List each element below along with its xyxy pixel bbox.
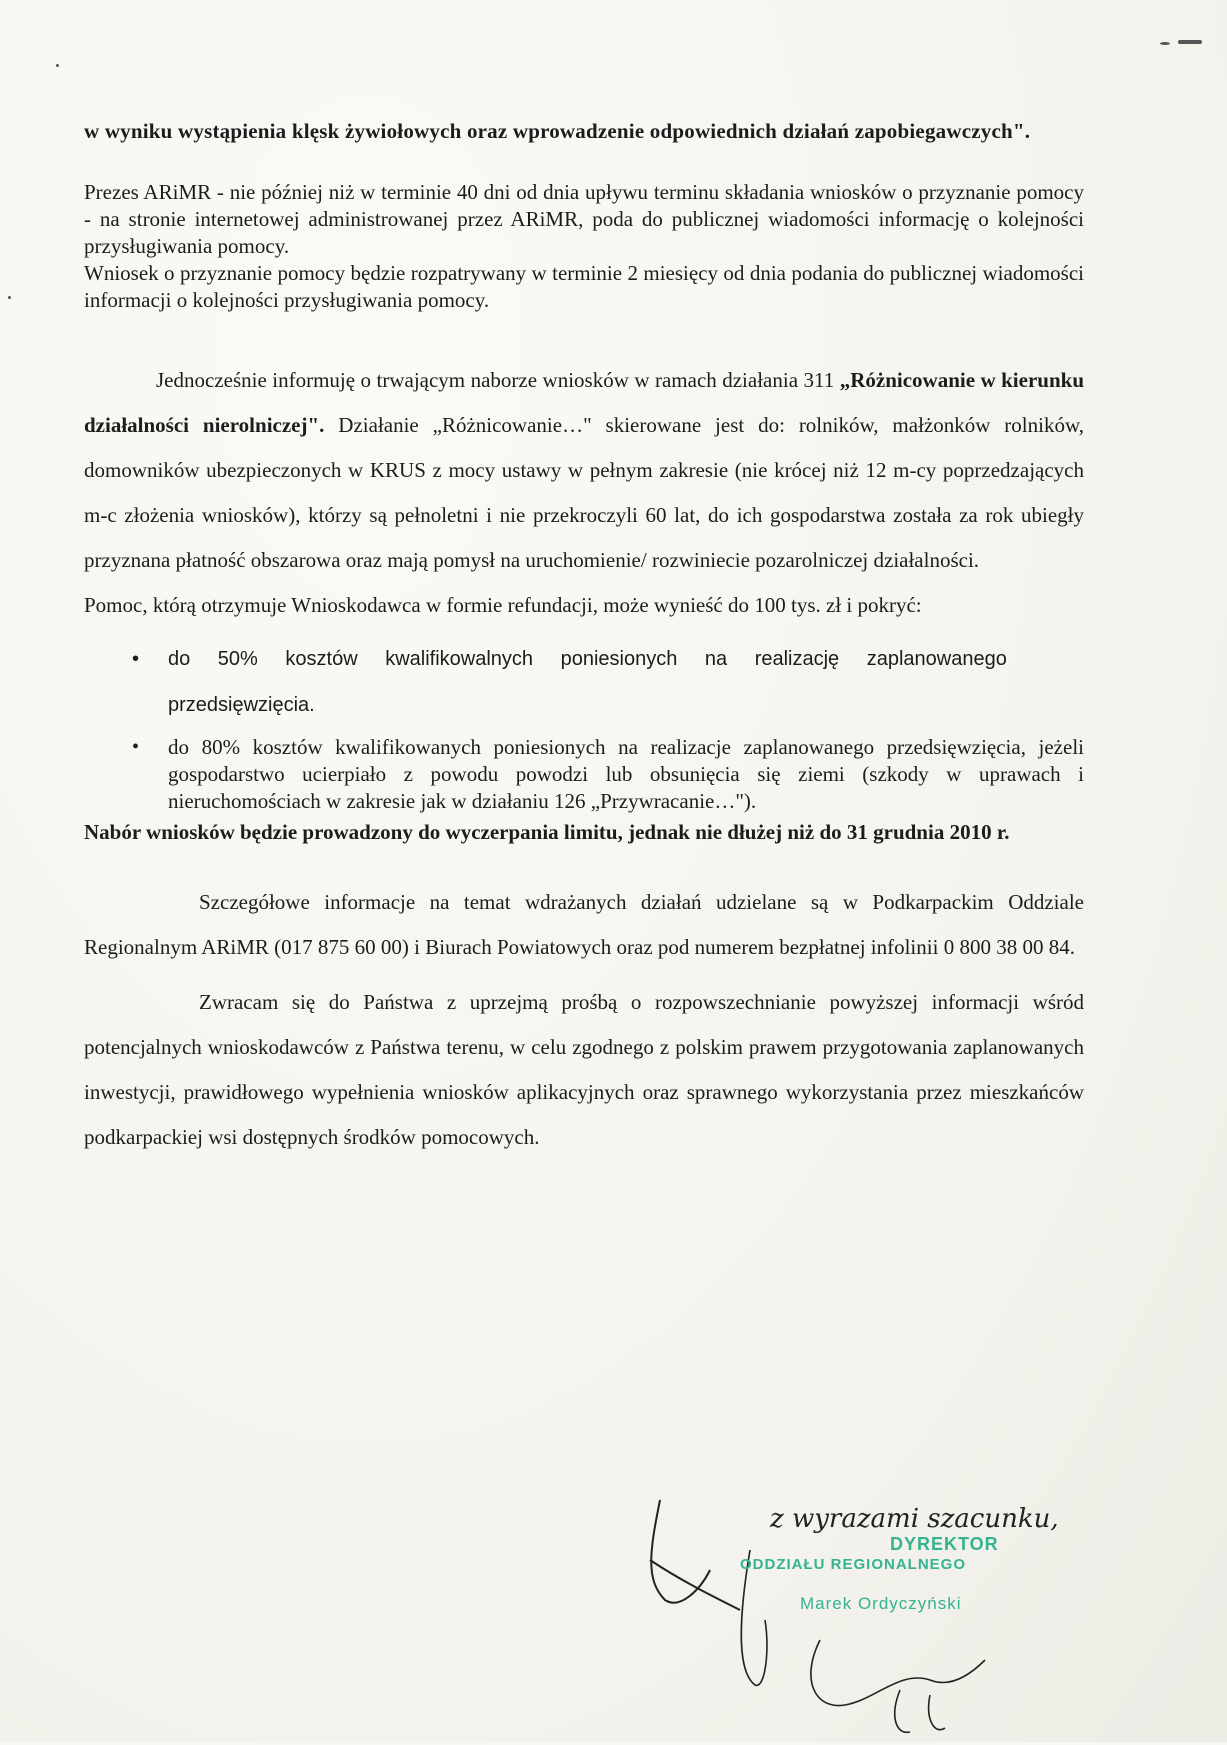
handwritten-closing: z wyrazami szacunku, [770, 1504, 1059, 1534]
measure-lead: Jednocześnie informuję o trwającym naborze wniosków w ramach działania 311 [156, 368, 840, 392]
stamp-unit: ODDZIAŁU REGIONALNEGO [740, 1556, 966, 1573]
paragraph-contact: Szczegółowe informacje na temat wdrażanych działań udzielane są w Podkarpackim Oddziale Regionalnym ARiMR (017 875 60 00) i Biurach Powiatowych oraz pod numerem bezpłatnej infolinii 0 800 38 00 84. [84, 890, 1084, 959]
scan-speck [56, 64, 59, 67]
paragraph-request: Zwracam się do Państwa z uprzejmą prośbą o rozpowszechnianie powyższej informacji wśród potencjalnych wnioskodawców z Państwa terenu, w celu zgodnego z polskim prawem przygotowania zaplanowanych inwestycji, prawidłowego wypełnienia wniosków aplikacyjnych oraz sprawnego wykorzystania przez mieszkańców podkarpackiej wsi dostępnych środków pomocowych. [84, 990, 1084, 1149]
bullet-marker: • [132, 648, 140, 670]
intro-line: w wyniku wystąpienia klęsk żywiołowych oraz wprowadzenie odpowiednich działań zapobiegawczych". [84, 119, 1031, 143]
deadline-notice: Nabór wniosków będzie prowadzony do wyczerpania limitu, jednak nie dłużej niż do 31 grudnia 2010 r. [84, 820, 1010, 844]
list-item-text: do 50% kosztów kwalifikowalnych poniesionych na realizację zaplanowanego przedsięwzięcia. [168, 648, 1007, 716]
cost-coverage-list [84, 636, 1084, 815]
letter-body [84, 118, 1084, 1160]
signature-stroke [895, 1690, 945, 1732]
scan-mark [1160, 42, 1170, 45]
measure-title: „Różnicowanie w kierunku działalności nierolniczej". [84, 368, 1085, 437]
paragraph-measure-311 [84, 358, 1084, 583]
paragraph-review-term: Wniosek o przyznanie pomocy będzie rozpatrywany w terminie 2 miesięcy od dnia podania do publicznej wiadomości informacji o kolejności przysługiwania pomocy. [84, 261, 1084, 312]
paragraph-publication: Prezes ARiMR - nie później niż w terminie 40 dni od dnia upływu terminu składania wniosków o przyznanie pomocy - na stronie internetowej administrowanej przez ARiMR, poda do publicznej wiadomości informację o kolejności przysługiwania pomocy. [84, 180, 1084, 258]
scan-mark [1178, 40, 1202, 44]
paragraph-aid-amount: Pomoc, którą otrzymuje Wnioskodawca w formie refundacji, może wynieść do 100 tys. zł i pokryć: [84, 593, 922, 617]
list-item [84, 734, 1084, 815]
signature-block [640, 1470, 1200, 1740]
scan-speck [8, 296, 11, 299]
initial-mark [650, 1500, 740, 1610]
stamp-title: DYREKTOR [890, 1534, 999, 1554]
list-item-text: do 80% kosztów kwalifikowanych poniesionych na realizacje zaplanowanego przedsięwzięcia, jeżeli gospodarstwo ucierpiało z powodu powodzi lub obsunięcia się ziemi (szkody w uprawach i nieruchomościach w zakresie jak w działaniu 126 „Przywracanie…"). [168, 735, 1084, 813]
stamp-name: Marek Ordyczyński [800, 1594, 962, 1613]
list-item [84, 636, 1084, 728]
bullet-marker: • [132, 736, 140, 758]
measure-description: Działanie „Różnicowanie…" skierowane jest do: rolników, małżonków rolników, domowników ubezpieczonych w KRUS z mocy ustawy w pełnym zakresie (nie krócej niż 12 m-cy poprzedzających m-c złożenia wniosków), którzy są pełnoletni i nie przekroczyli 60 lat, do ich gospodarstwa została za rok ubiegły przyznana płatność obszarowa oraz mają pomysł na uruchomienie/ rozwiniecie pozarolniczej działalności. [84, 413, 1084, 572]
